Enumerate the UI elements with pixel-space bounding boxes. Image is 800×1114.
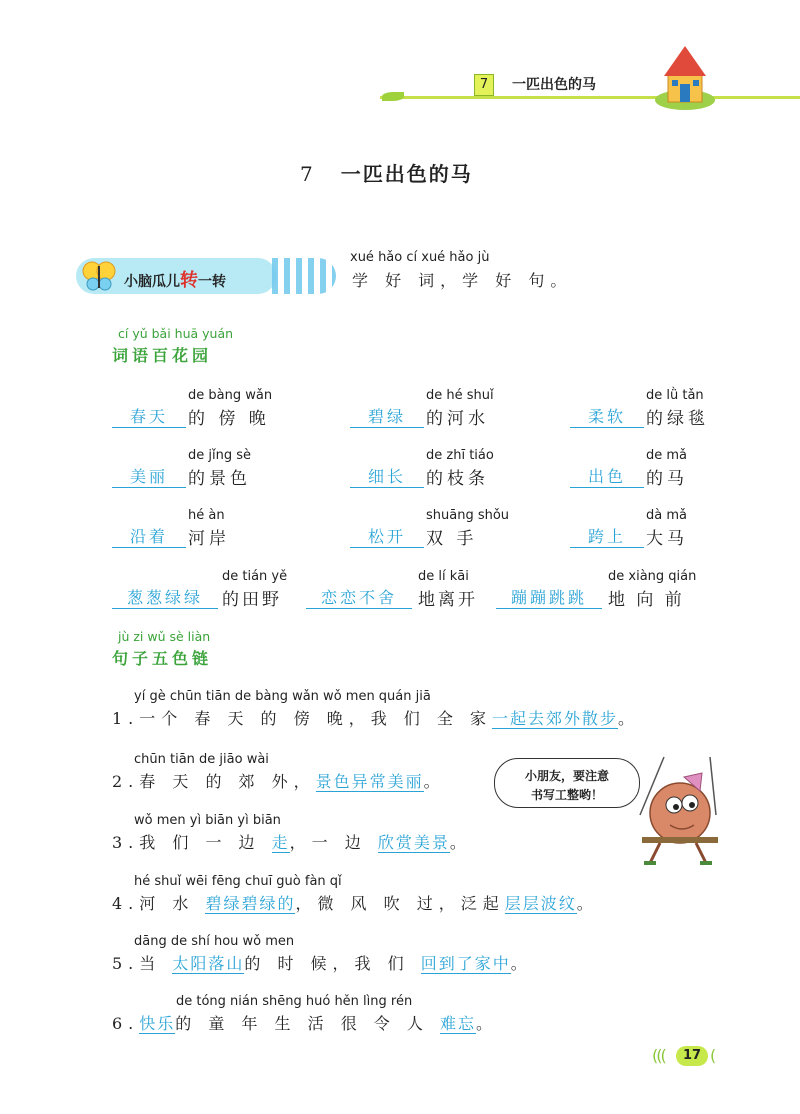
word-pinyin: de bàng wǎn bbox=[188, 388, 273, 403]
sentence-text: 的 时 候，我 们 bbox=[244, 954, 421, 973]
sentence-number: 3. bbox=[112, 833, 140, 852]
word-text: 地 向 前 bbox=[608, 590, 685, 610]
word-text: 大马 bbox=[646, 529, 688, 549]
sentence-number: 4. bbox=[112, 894, 140, 913]
section1-title: 词语百花园 bbox=[112, 346, 213, 365]
sentence-answer: 回到了家中 bbox=[420, 954, 511, 973]
sentence-punct: 。 bbox=[476, 1014, 499, 1033]
word-text: 的马 bbox=[646, 469, 688, 489]
sentence-pinyin: chūn tiān de jiāo wài bbox=[134, 752, 269, 767]
word-text: 河岸 bbox=[188, 529, 230, 549]
word-pinyin: dà mǎ bbox=[646, 508, 687, 523]
sentence-pinyin: yí gè chūn tiān de bàng wǎn wǒ men quán jiā bbox=[134, 689, 431, 704]
page-number: 17 bbox=[676, 1046, 708, 1066]
sentence-answer: 景色异常美丽 bbox=[315, 772, 424, 791]
word-answer: 跨上 bbox=[570, 524, 644, 548]
word-answer: 蹦蹦跳跳 bbox=[496, 585, 602, 609]
word-pinyin: de tián yě bbox=[222, 569, 288, 584]
word-pinyin: de mǎ bbox=[646, 448, 688, 463]
sentence-text: 河 水 bbox=[139, 894, 206, 913]
page-title bbox=[300, 158, 473, 187]
word-answer: 葱葱绿绿 bbox=[112, 585, 218, 609]
sentence-text: 一个 春 天 的 傍 晚，我 们 全 家 bbox=[139, 709, 492, 728]
word-text: 地离开 bbox=[418, 590, 478, 610]
bubble-line2: 书写工整哟！ bbox=[530, 788, 603, 802]
banner-text: 学 好 词，学 好 句。 bbox=[352, 271, 573, 290]
sentence-text: 当 bbox=[139, 954, 173, 973]
banner-pinyin: xué hǎo cí xué hǎo jù bbox=[350, 250, 490, 265]
sentence-pinyin: dāng de shí hou wǒ men bbox=[134, 934, 295, 949]
word-answer: 出色 bbox=[570, 464, 644, 488]
word-text: 的枝条 bbox=[426, 469, 489, 489]
sentence-answer: 快乐 bbox=[139, 1014, 176, 1033]
sentence-number: 1. bbox=[112, 709, 140, 728]
sentence-punct: 。 bbox=[510, 954, 533, 973]
sentence-answer: 走 bbox=[271, 833, 290, 852]
word-pinyin: de zhī tiáo bbox=[426, 448, 494, 463]
page-number-decoration: ((( bbox=[652, 1046, 665, 1065]
sentence-text: ，一 边 bbox=[289, 833, 378, 852]
word-text: 的田野 bbox=[222, 590, 282, 610]
header-lesson-title: 一匹出色的马 bbox=[512, 77, 596, 93]
sentence-answer: 太阳落山 bbox=[172, 954, 245, 973]
banner-label-red: 转 bbox=[180, 270, 198, 291]
word-text: 的 傍 晚 bbox=[188, 409, 270, 429]
section2-pinyin: jù zi wǔ sè liàn bbox=[118, 629, 211, 644]
sentence-line bbox=[112, 706, 640, 729]
house-icon bbox=[652, 44, 718, 112]
swinging-character-illustration bbox=[620, 755, 730, 870]
section-banner bbox=[76, 254, 336, 298]
page-number-decoration-right: ( bbox=[710, 1046, 717, 1065]
banner-arcs bbox=[272, 258, 336, 294]
banner-label-pre: 小脑瓜儿 bbox=[124, 274, 180, 290]
sentence-answer: 难忘 bbox=[439, 1014, 476, 1033]
sentence-line bbox=[112, 769, 446, 792]
header-lesson-number: 7 bbox=[474, 74, 494, 96]
bubble-line1: 小朋友，要注意 bbox=[524, 769, 609, 783]
word-text: 的河水 bbox=[426, 409, 489, 429]
word-answer: 春天 bbox=[112, 404, 186, 428]
sentence-answer: 层层波纹 bbox=[504, 894, 577, 913]
word-text: 的绿毯 bbox=[646, 409, 709, 429]
sentence-number: 5. bbox=[112, 954, 140, 973]
header-leaf-icon bbox=[382, 92, 404, 101]
word-pinyin: de xiàng qián bbox=[608, 569, 697, 584]
sentence-number: 2. bbox=[112, 772, 140, 791]
sentence-pinyin: de tóng nián shēng huó hěn lìng rén bbox=[176, 994, 413, 1009]
sentence-punct: 。 bbox=[449, 833, 472, 852]
sentence-punct: 。 bbox=[617, 709, 640, 728]
banner-label-post: 一转 bbox=[198, 274, 226, 290]
word-answer: 细长 bbox=[350, 464, 424, 488]
word-pinyin: shuāng shǒu bbox=[426, 508, 510, 523]
sentence-pinyin: wǒ men yì biān yì biān bbox=[134, 813, 281, 828]
section1-pinyin: cí yǔ bǎi huā yuán bbox=[118, 326, 234, 341]
word-pinyin: de jǐng sè bbox=[188, 448, 252, 463]
title-text: 一匹出色的马 bbox=[340, 162, 473, 186]
word-answer: 松开 bbox=[350, 524, 424, 548]
word-pinyin: de hé shuǐ bbox=[426, 388, 494, 403]
sentence-punct: 。 bbox=[576, 894, 599, 913]
word-answer: 碧绿 bbox=[350, 404, 424, 428]
sentence-answer: 碧绿碧绿的 bbox=[205, 894, 296, 913]
word-pinyin: de lí kāi bbox=[418, 569, 469, 584]
word-text: 双 手 bbox=[426, 529, 478, 549]
header-bar bbox=[380, 96, 800, 99]
word-answer: 美丽 bbox=[112, 464, 186, 488]
sentence-line bbox=[112, 891, 599, 914]
sentence-line bbox=[112, 951, 533, 974]
sentence-punct: 。 bbox=[423, 772, 446, 791]
banner-label bbox=[124, 266, 226, 292]
sentence-answer: 一起去郊外散步 bbox=[491, 709, 618, 728]
speech-bubble bbox=[494, 758, 640, 808]
word-pinyin: de lǜ tǎn bbox=[646, 388, 704, 403]
sentence-text: ，微 风 吹 过，泛起 bbox=[295, 894, 505, 913]
section2-title: 句子五色链 bbox=[112, 649, 213, 668]
sentence-text: 的 童 年 生 活 很 令 人 bbox=[175, 1014, 440, 1033]
word-text: 的景色 bbox=[188, 469, 251, 489]
sentence-answer: 欣赏美景 bbox=[377, 833, 450, 852]
sentence-number: 6. bbox=[112, 1014, 140, 1033]
word-pinyin: hé àn bbox=[188, 508, 225, 523]
sentence-text: 春 天 的 郊 外， bbox=[139, 772, 316, 791]
sentence-line bbox=[112, 1011, 498, 1034]
sentence-line bbox=[112, 830, 472, 853]
word-answer: 柔软 bbox=[570, 404, 644, 428]
word-answer: 恋恋不舍 bbox=[306, 585, 412, 609]
sentence-text: 我 们 一 边 bbox=[139, 833, 272, 852]
title-number: 7 bbox=[300, 162, 313, 186]
sentence-pinyin: hé shuǐ wēi fēng chuī guò fàn qǐ bbox=[134, 874, 342, 889]
word-answer: 沿着 bbox=[112, 524, 186, 548]
butterfly-icon bbox=[82, 260, 116, 292]
